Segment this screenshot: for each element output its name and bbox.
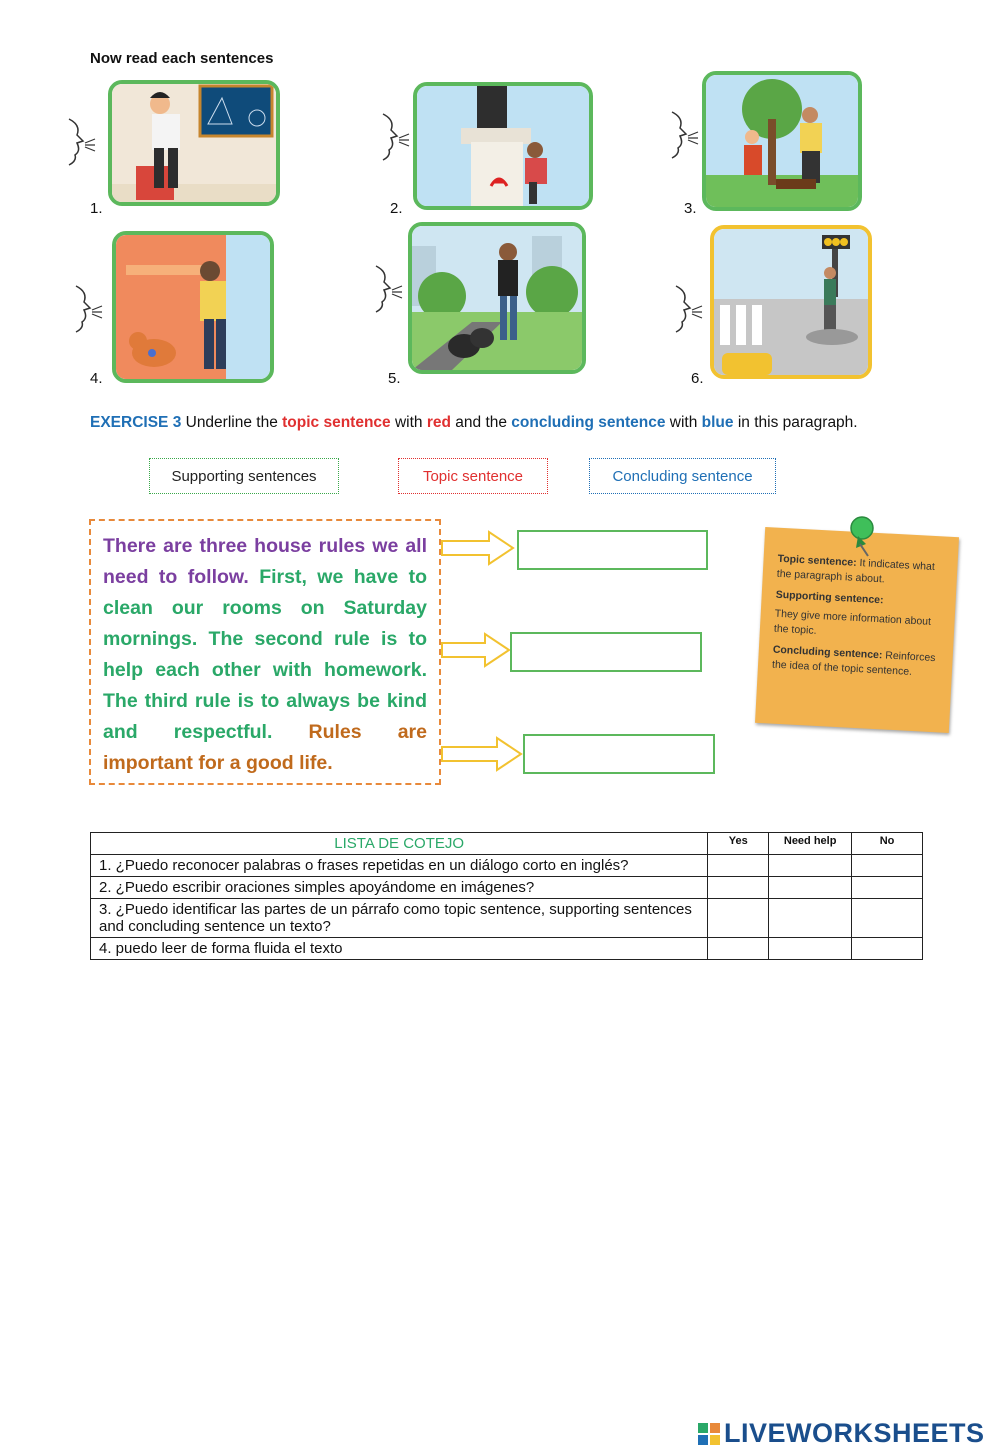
speaking-head-icon (377, 110, 411, 164)
exercise-3-instruction (90, 414, 858, 432)
table-row (91, 855, 923, 877)
picture-number: 1. (90, 200, 103, 217)
checklist-table (90, 832, 923, 960)
arrow-right-icon (441, 736, 523, 772)
topic-sentence-keyword: topic sentence (282, 414, 391, 431)
arrow-right-icon (441, 632, 511, 668)
checkbox-cell[interactable] (708, 855, 769, 877)
picture-number: 3. (684, 200, 697, 217)
checklist-item: 3. ¿Puedo identificar las partes de un párrafo como topic sentence, supporting sentences and concluding sentence un texto? (91, 899, 708, 938)
answer-drop-box-2[interactable] (510, 632, 702, 672)
checklist-item: 4. puedo leer de forma fluida el texto (91, 938, 708, 960)
checkbox-cell[interactable] (852, 855, 923, 877)
speaking-head-icon (670, 282, 704, 336)
liveworksheets-logo-icon (698, 1423, 720, 1445)
checkbox-cell[interactable] (769, 877, 852, 899)
arrow-right-icon (441, 530, 515, 566)
note-supporting-text: They give more information about the topic. (773, 607, 932, 637)
table-header-row (91, 833, 923, 855)
checkbox-cell[interactable] (852, 877, 923, 899)
instruction-text: in this paragraph. (733, 414, 858, 431)
checkbox-cell[interactable] (852, 899, 923, 938)
blue-keyword: blue (701, 414, 734, 431)
checkbox-cell[interactable] (769, 899, 852, 938)
concluding-sentence-label[interactable]: Concluding sentence (589, 458, 776, 494)
note-concluding-label: Concluding sentence: (772, 643, 883, 662)
picture-1 (108, 80, 280, 206)
picture-number: 2. (390, 200, 403, 217)
column-need-help: Need help (769, 833, 852, 855)
concluding-sentence-text[interactable]: Rules are important for a good life. (103, 721, 427, 774)
checkbox-cell[interactable] (769, 938, 852, 960)
picture-5 (408, 222, 586, 374)
instruction-text: Underline the (181, 414, 283, 431)
picture-2 (413, 82, 593, 210)
exercise-label: EXERCISE 3 (90, 414, 182, 431)
speaking-head-icon (370, 262, 404, 316)
table-row (91, 938, 923, 960)
paragraph-box (89, 519, 441, 785)
instruction-text: with (665, 414, 702, 431)
checkbox-cell[interactable] (852, 938, 923, 960)
checkbox-cell[interactable] (708, 938, 769, 960)
column-yes: Yes (708, 833, 769, 855)
table-row (91, 899, 923, 938)
pushpin-icon (842, 514, 886, 558)
checklist-item: 1. ¿Puedo reconocer palabras o frases repetidas en un diálogo corto en inglés? (91, 855, 708, 877)
speaking-head-icon (63, 115, 97, 169)
picture-3 (702, 71, 862, 211)
answer-drop-box-3[interactable] (523, 734, 715, 774)
speaking-head-icon (70, 282, 104, 336)
picture-number: 6. (691, 370, 704, 387)
picture-6 (710, 225, 872, 379)
note-topic-text: It indicates what the paragraph is about. (776, 556, 936, 586)
checkbox-cell[interactable] (708, 877, 769, 899)
picture-number: 5. (388, 370, 401, 387)
red-keyword: red (426, 414, 451, 431)
note-topic-label: Topic sentence: (777, 552, 857, 569)
supporting-sentences-label[interactable]: Supporting sentences (149, 458, 339, 494)
instruction-text: and the (450, 414, 512, 431)
liveworksheets-logo[interactable] (698, 1418, 985, 1449)
answer-drop-box-1[interactable] (517, 530, 708, 570)
note-supporting-label: Supporting sentence: (775, 588, 884, 607)
brand-name: LIVEWORKSHEETS (724, 1418, 985, 1448)
checklist-item: 2. ¿Puedo escribir oraciones simples apoyándome en imágenes? (91, 877, 708, 899)
concluding-sentence-keyword: concluding sentence (511, 414, 666, 431)
checkbox-cell[interactable] (708, 899, 769, 938)
column-no: No (852, 833, 923, 855)
checkbox-cell[interactable] (769, 855, 852, 877)
speaking-head-icon (666, 108, 700, 162)
picture-number: 4. (90, 370, 103, 387)
note-concluding-text: Reinforces the idea of the topic sentence. (771, 649, 936, 678)
picture-4 (112, 231, 274, 383)
supporting-sentences-text[interactable]: First, we have to clean our rooms on Saturday mornings. The second rule is to help each other with homework. The third rule is to always be kind and respectful. (103, 566, 427, 743)
instruction-text: with (390, 414, 427, 431)
page-heading: Now read each sentences (90, 50, 274, 67)
topic-sentence-label[interactable]: Topic sentence (398, 458, 548, 494)
topic-sentence-text[interactable]: There are three house rules we all need to follow. (103, 535, 427, 588)
checklist-title: LISTA DE COTEJO (91, 833, 708, 855)
table-row (91, 877, 923, 899)
